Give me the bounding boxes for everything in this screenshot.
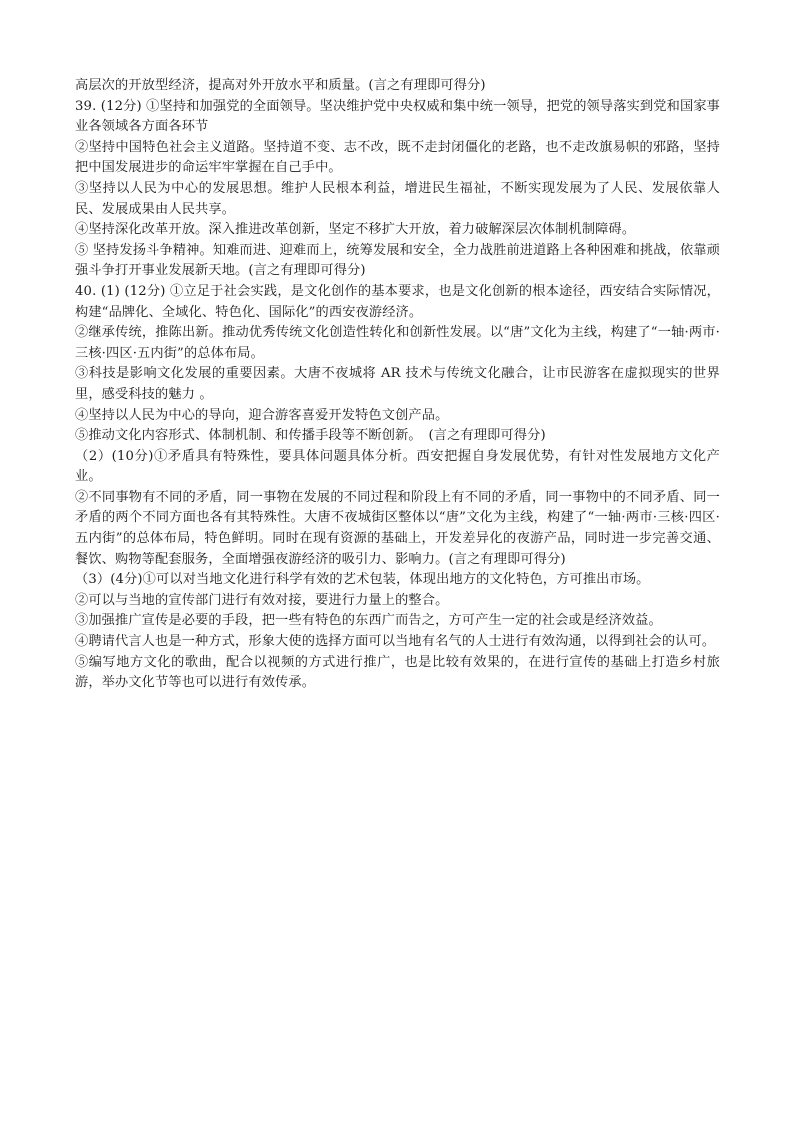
paragraph-q40-1-point-2: ②继承传统，推陈出新。推动优秀传统文化创造性转化和创新性发展。以“唐”文化为主线，构建了“一轴·两市·三核·四区·五内街”的总体布局。 — [75, 325, 720, 361]
paragraph-q39-point-3: ③坚持以人民为中心的发展思想。维护人民根本利益，增进民生福祉，不断实现发展为了人民、发展依靠人民、发展成果由人民共享。 — [75, 180, 720, 217]
paragraph-q40-1-point-5: ⑤推动文化内容形式、体制机制、和传播手段等不断创新。 (言之有理即可得分) — [75, 428, 546, 444]
paragraph-q40-3-point-2: ②可以与当地的宣传部门进行有效对接，要进行力量上的整合。 — [75, 592, 449, 608]
paragraph-q39-point-2: ②坚持中国特色社会主义道路。坚持道不变、志不改，既不走封闭僵化的老路，也不走改旗易帜的邪路，坚持把中国发展进步的命运牢牢掌握在自己手中。 — [75, 139, 720, 176]
paragraph-q40-3-point-5: ⑤编写地方文化的歌曲，配合以视频的方式进行推广，也是比较有效果的，在进行宣传的基础上打造乡村旅游，举办文化节等也可以进行有效传承。 — [75, 654, 720, 691]
paragraph-q39-point-4: ④坚持深化改革开放。深入推进改革创新，坚定不移扩大开放，着力破解深层次体制机制障碍。 — [75, 222, 636, 238]
paragraph-q39-point-1: 39. (12分) ①坚持和加强党的全面领导。坚决维护党中央权威和集中统一领导，把党的领导落实到党和国家事业各领域各方面各环节 — [75, 98, 720, 135]
paragraph-q40-1-point-3: ③科技是影响文化发展的重要因素。大唐不夜城将 AR 技术与传统文化融合，让市民游客在虚拟现实的世界里，感受科技的魅力 。 — [75, 366, 720, 402]
paragraph-q39-point-5: ⑤ 坚持发扬斗争精神。知难而进、迎难而上，统筹发展和安全，全力战胜前进道路上各种困难和挑战，依靠顽强斗争打开事业发展新天地。(言之有理即可得分) — [75, 242, 720, 279]
paragraph-q40-3-point-3: ③加强推广宣传是必要的手段，把一些有特色的东西广而告之，方可产生一定的社会或是经济效益。 — [75, 613, 662, 629]
paragraph-q40-3-point-4: ④聘请代言人也是一种方式，形象大使的选择方面可以当地有名气的人士进行有效沟通，以得到社会的认可。 — [75, 634, 716, 650]
paragraph-q40-2-point-1: （2）(10分)①矛盾具有特殊性，要具体问题具体分析。西安把握自身发展优势，有针对性发展地方文化产业。 — [75, 448, 720, 485]
paragraph-q40-1-point-1: 40. (1) (12分) ①立足于社会实践，是文化创作的基本要求，也是文化创新的根本途径，西安结合实际情况，构建“品牌化、全域化、特色化、国际化”的西安夜游经济。 — [75, 283, 720, 320]
answer-document — [75, 76, 720, 694]
paragraph-q40-1-point-4: ④坚持以人民为中心的导向，迎合游客喜爱开发特色文创产品。 — [75, 407, 449, 423]
paragraph-q40-2-point-2: ②不同事物有不同的矛盾，同一事物在发展的不同过程和阶段上有不同的矛盾，同一事物中的不同矛盾、同一矛盾的两个不同方面也各有其特殊性。大唐不夜城街区整体以“唐”文化为主线，构建了“一轴·两市·三核·四区·五内街”的总体布局，特色鲜明。同时在现有资源的基础上，开发差异化的夜游产品，同时进一步完善交通、餐饮、购物等配套服务，全面增强夜游经济的吸引力、影响力。(言之有理即可得分) — [75, 489, 720, 567]
paragraph-intro-continuation: 高层次的开放型经济，提高对外开放水平和质量。(言之有理即可得分) — [75, 78, 486, 93]
paragraph-q40-3-point-1: （3）(4分)①可以对当地文化进行科学有效的艺术包装，体现出地方的文化特色，方可推出市场。 — [75, 572, 650, 588]
